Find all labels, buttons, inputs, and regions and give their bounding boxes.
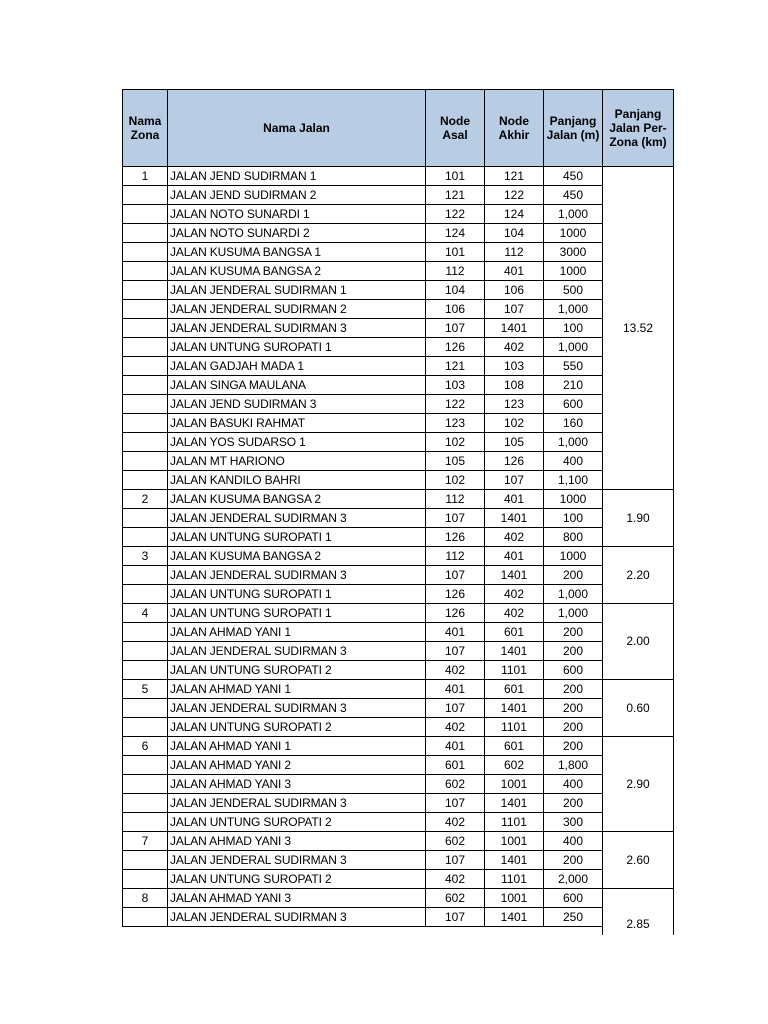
node-to-cell: 1101: [485, 870, 544, 889]
node-to-cell: 401: [485, 262, 544, 281]
node-from-cell: 105: [426, 452, 485, 471]
road-length-cell: 160: [544, 414, 603, 433]
table-row: [123, 281, 674, 300]
zone-number-cell: 6: [123, 737, 168, 756]
node-from-cell: 126: [426, 338, 485, 357]
road-length-cell: 800: [544, 528, 603, 547]
road-name-cell: JALAN UNTUNG SUROPATI 1: [168, 604, 426, 623]
zone-number-cell: [123, 794, 168, 813]
zone-number-cell: [123, 224, 168, 243]
node-from-cell: 601: [426, 756, 485, 775]
node-to-cell: 108: [485, 376, 544, 395]
road-name-cell: JALAN JEND SUDIRMAN 3: [168, 395, 426, 414]
node-from-cell: 602: [426, 832, 485, 851]
node-to-cell: 402: [485, 528, 544, 547]
road-name-cell: JALAN UNTUNG SUROPATI 2: [168, 718, 426, 737]
road-name-cell: JALAN JENDERAL SUDIRMAN 3: [168, 509, 426, 528]
road-length-cell: 200: [544, 566, 603, 585]
continuation-spacer: [123, 927, 603, 936]
road-length-cell: 200: [544, 851, 603, 870]
zone-number-cell: [123, 243, 168, 262]
road-name-cell: JALAN NOTO SUNARDI 2: [168, 224, 426, 243]
zone-number-cell: [123, 756, 168, 775]
road-name-cell: JALAN JENDERAL SUDIRMAN 1: [168, 281, 426, 300]
node-to-cell: 1001: [485, 889, 544, 908]
road-length-cell: 1000: [544, 547, 603, 566]
road-name-cell: JALAN YOS SUDARSO 1: [168, 433, 426, 452]
node-to-cell: 1001: [485, 775, 544, 794]
zone-number-cell: [123, 509, 168, 528]
table-row: [123, 908, 674, 927]
node-from-cell: 402: [426, 718, 485, 737]
zone-number-cell: [123, 376, 168, 395]
node-to-cell: 107: [485, 300, 544, 319]
zone-number-cell: [123, 414, 168, 433]
road-name-cell: JALAN AHMAD YANI 3: [168, 775, 426, 794]
road-name-cell: JALAN MT HARIONO: [168, 452, 426, 471]
road-name-cell: JALAN JENDERAL SUDIRMAN 3: [168, 794, 426, 813]
table-row: [123, 661, 674, 680]
table-row: [123, 889, 674, 908]
road-length-cell: 200: [544, 718, 603, 737]
table-row: [123, 585, 674, 604]
road-length-cell: 1,000: [544, 604, 603, 623]
road-length-cell: 200: [544, 737, 603, 756]
node-to-cell: 122: [485, 186, 544, 205]
zone-number-cell: [123, 262, 168, 281]
road-name-cell: JALAN KANDILO BAHRI: [168, 471, 426, 490]
header-road-name: Nama Jalan: [168, 90, 426, 167]
zone-number-cell: 3: [123, 547, 168, 566]
node-to-cell: 402: [485, 338, 544, 357]
zone-number-cell: [123, 186, 168, 205]
road-name-cell: JALAN AHMAD YANI 3: [168, 832, 426, 851]
zone-number-cell: [123, 718, 168, 737]
zone-number-cell: [123, 566, 168, 585]
node-to-cell: 1401: [485, 794, 544, 813]
table-row: [123, 528, 674, 547]
road-length-cell: 600: [544, 889, 603, 908]
table-row: [123, 794, 674, 813]
node-from-cell: 101: [426, 243, 485, 262]
node-from-cell: 121: [426, 357, 485, 376]
node-to-cell: 123: [485, 395, 544, 414]
road-length-cell: 2,000: [544, 870, 603, 889]
road-length-cell: 600: [544, 395, 603, 414]
zone-number-cell: [123, 642, 168, 661]
zone-number-cell: [123, 528, 168, 547]
zone-number-cell: [123, 300, 168, 319]
table-row: [123, 718, 674, 737]
road-length-cell: 100: [544, 509, 603, 528]
zone-number-cell: [123, 585, 168, 604]
node-to-cell: 402: [485, 604, 544, 623]
table-row: [123, 376, 674, 395]
zone-number-cell: [123, 319, 168, 338]
node-from-cell: 126: [426, 528, 485, 547]
zone-number-cell: 5: [123, 680, 168, 699]
table-row: [123, 604, 674, 623]
road-name-cell: JALAN JENDERAL SUDIRMAN 2: [168, 300, 426, 319]
table-row: [123, 870, 674, 889]
road-name-cell: JALAN KUSUMA BANGSA 2: [168, 262, 426, 281]
table-row: [123, 395, 674, 414]
node-to-cell: 1101: [485, 813, 544, 832]
node-to-cell: 1001: [485, 832, 544, 851]
table-row: [123, 832, 674, 851]
zone-total-cell: 2.90: [603, 737, 674, 832]
node-from-cell: 106: [426, 300, 485, 319]
road-length-cell: 250: [544, 908, 603, 927]
header-road-length: Panjang Jalan (m): [544, 90, 603, 167]
road-length-cell: 1000: [544, 490, 603, 509]
node-to-cell: 104: [485, 224, 544, 243]
node-to-cell: 112: [485, 243, 544, 262]
node-from-cell: 103: [426, 376, 485, 395]
table-row: [123, 851, 674, 870]
road-name-cell: JALAN NOTO SUNARDI 1: [168, 205, 426, 224]
road-length-cell: 200: [544, 794, 603, 813]
zone-number-cell: [123, 452, 168, 471]
table-row: [123, 262, 674, 281]
table-row: [123, 243, 674, 262]
zone-total-cell: 2.85: [603, 889, 674, 936]
zone-number-cell: [123, 357, 168, 376]
table-row: [123, 167, 674, 186]
road-name-cell: JALAN SINGA MAULANA: [168, 376, 426, 395]
table-header: [123, 90, 674, 167]
node-from-cell: 107: [426, 509, 485, 528]
node-from-cell: 402: [426, 661, 485, 680]
zone-number-cell: [123, 775, 168, 794]
node-from-cell: 104: [426, 281, 485, 300]
zone-number-cell: [123, 813, 168, 832]
zone-number-cell: [123, 281, 168, 300]
road-length-cell: 1,000: [544, 300, 603, 319]
node-from-cell: 121: [426, 186, 485, 205]
node-to-cell: 601: [485, 680, 544, 699]
table-row: [123, 452, 674, 471]
road-name-cell: JALAN JENDERAL SUDIRMAN 3: [168, 908, 426, 927]
node-from-cell: 101: [426, 167, 485, 186]
road-length-cell: 400: [544, 452, 603, 471]
road-name-cell: JALAN AHMAD YANI 2: [168, 756, 426, 775]
zone-number-cell: [123, 699, 168, 718]
road-length-cell: 450: [544, 186, 603, 205]
road-length-cell: 1,000: [544, 205, 603, 224]
zone-number-cell: [123, 205, 168, 224]
node-to-cell: 1401: [485, 319, 544, 338]
road-name-cell: JALAN BASUKI RAHMAT: [168, 414, 426, 433]
zone-number-cell: [123, 433, 168, 452]
table-body: [123, 167, 674, 936]
road-name-cell: JALAN KUSUMA BANGSA 1: [168, 243, 426, 262]
node-to-cell: 402: [485, 585, 544, 604]
road-name-cell: JALAN JENDERAL SUDIRMAN 3: [168, 319, 426, 338]
road-name-cell: JALAN JEND SUDIRMAN 1: [168, 167, 426, 186]
node-from-cell: 401: [426, 737, 485, 756]
table-row: [123, 509, 674, 528]
table-row: [123, 642, 674, 661]
zone-number-cell: [123, 623, 168, 642]
road-name-cell: JALAN UNTUNG SUROPATI 2: [168, 661, 426, 680]
node-from-cell: 107: [426, 699, 485, 718]
road-length-cell: 300: [544, 813, 603, 832]
node-to-cell: 1101: [485, 718, 544, 737]
node-from-cell: 602: [426, 889, 485, 908]
table-row: [123, 471, 674, 490]
node-to-cell: 1401: [485, 908, 544, 927]
table-row: [123, 547, 674, 566]
road-length-cell: 400: [544, 832, 603, 851]
header-row: [123, 90, 674, 167]
zone-total-cell: 1.90: [603, 490, 674, 547]
table-row: [123, 300, 674, 319]
road-name-cell: JALAN AHMAD YANI 1: [168, 680, 426, 699]
table-row: [123, 433, 674, 452]
road-length-cell: 1,800: [544, 756, 603, 775]
road-name-cell: JALAN GADJAH MADA 1: [168, 357, 426, 376]
road-name-cell: JALAN JENDERAL SUDIRMAN 3: [168, 566, 426, 585]
road-length-cell: 1,000: [544, 433, 603, 452]
road-length-cell: 550: [544, 357, 603, 376]
node-from-cell: 107: [426, 794, 485, 813]
node-to-cell: 124: [485, 205, 544, 224]
zone-number-cell: 8: [123, 889, 168, 908]
zone-total-cell: 2.00: [603, 604, 674, 680]
road-length-cell: 200: [544, 699, 603, 718]
zone-number-cell: [123, 661, 168, 680]
node-to-cell: 103: [485, 357, 544, 376]
node-from-cell: 102: [426, 471, 485, 490]
road-name-cell: JALAN JEND SUDIRMAN 2: [168, 186, 426, 205]
node-to-cell: 602: [485, 756, 544, 775]
header-zone-total: Panjang Jalan Per-Zona (km): [603, 90, 674, 167]
road-name-cell: JALAN UNTUNG SUROPATI 1: [168, 528, 426, 547]
zone-number-cell: 1: [123, 167, 168, 186]
road-name-cell: JALAN KUSUMA BANGSA 2: [168, 547, 426, 566]
table-row: [123, 414, 674, 433]
zone-total-cell: 2.20: [603, 547, 674, 604]
zone-total-cell: 2.60: [603, 832, 674, 889]
road-name-cell: JALAN JENDERAL SUDIRMAN 3: [168, 699, 426, 718]
table-row: [123, 775, 674, 794]
table-row: [123, 737, 674, 756]
road-length-cell: 3000: [544, 243, 603, 262]
zone-number-cell: [123, 870, 168, 889]
node-from-cell: 112: [426, 547, 485, 566]
road-table: [122, 89, 674, 935]
road-name-cell: JALAN AHMAD YANI 1: [168, 737, 426, 756]
node-from-cell: 126: [426, 585, 485, 604]
node-from-cell: 122: [426, 395, 485, 414]
node-to-cell: 1401: [485, 851, 544, 870]
node-to-cell: 126: [485, 452, 544, 471]
road-name-cell: JALAN UNTUNG SUROPATI 1: [168, 338, 426, 357]
node-to-cell: 1401: [485, 642, 544, 661]
road-length-cell: 400: [544, 775, 603, 794]
road-name-cell: JALAN UNTUNG SUROPATI 2: [168, 813, 426, 832]
road-length-cell: 100: [544, 319, 603, 338]
node-to-cell: 401: [485, 547, 544, 566]
road-length-cell: 200: [544, 680, 603, 699]
node-to-cell: 1401: [485, 566, 544, 585]
node-to-cell: 1101: [485, 661, 544, 680]
road-name-cell: JALAN JENDERAL SUDIRMAN 3: [168, 642, 426, 661]
zone-total-cell: 13.52: [603, 167, 674, 490]
node-to-cell: 601: [485, 737, 544, 756]
header-node-from: Node Asal: [426, 90, 485, 167]
node-to-cell: 601: [485, 623, 544, 642]
header-zone: Nama Zona: [123, 90, 168, 167]
table-row: [123, 566, 674, 585]
table-row: [123, 357, 674, 376]
zone-number-cell: [123, 471, 168, 490]
node-to-cell: 102: [485, 414, 544, 433]
table-row: [123, 813, 674, 832]
road-name-cell: JALAN AHMAD YANI 1: [168, 623, 426, 642]
node-from-cell: 602: [426, 775, 485, 794]
road-length-cell: 1000: [544, 262, 603, 281]
road-length-cell: 1,100: [544, 471, 603, 490]
road-length-cell: 1,000: [544, 338, 603, 357]
road-length-cell: 600: [544, 661, 603, 680]
road-length-cell: 500: [544, 281, 603, 300]
road-length-cell: 1,000: [544, 585, 603, 604]
node-from-cell: 123: [426, 414, 485, 433]
zone-number-cell: [123, 395, 168, 414]
table-row: [123, 756, 674, 775]
node-to-cell: 401: [485, 490, 544, 509]
table-row: [123, 338, 674, 357]
node-from-cell: 102: [426, 433, 485, 452]
node-to-cell: 1401: [485, 509, 544, 528]
road-name-cell: JALAN JENDERAL SUDIRMAN 3: [168, 851, 426, 870]
table-row: [123, 699, 674, 718]
zone-number-cell: [123, 908, 168, 927]
road-length-cell: 200: [544, 642, 603, 661]
node-from-cell: 107: [426, 908, 485, 927]
table-row: [123, 490, 674, 509]
zone-total-cell: 0.60: [603, 680, 674, 737]
zone-number-cell: 4: [123, 604, 168, 623]
node-from-cell: 107: [426, 319, 485, 338]
node-from-cell: 112: [426, 262, 485, 281]
node-from-cell: 126: [426, 604, 485, 623]
road-name-cell: JALAN AHMAD YANI 3: [168, 889, 426, 908]
node-to-cell: 1401: [485, 699, 544, 718]
road-length-cell: 200: [544, 623, 603, 642]
node-to-cell: 106: [485, 281, 544, 300]
node-from-cell: 107: [426, 851, 485, 870]
node-from-cell: 122: [426, 205, 485, 224]
node-to-cell: 107: [485, 471, 544, 490]
table-continuation-row: [123, 927, 674, 936]
table-row: [123, 319, 674, 338]
road-length-cell: 1000: [544, 224, 603, 243]
road-name-cell: JALAN UNTUNG SUROPATI 2: [168, 870, 426, 889]
node-from-cell: 401: [426, 680, 485, 699]
header-node-to: Node Akhir: [485, 90, 544, 167]
zone-number-cell: [123, 338, 168, 357]
node-from-cell: 112: [426, 490, 485, 509]
node-from-cell: 402: [426, 813, 485, 832]
table-row: [123, 186, 674, 205]
road-name-cell: JALAN UNTUNG SUROPATI 1: [168, 585, 426, 604]
road-name-cell: JALAN KUSUMA BANGSA 2: [168, 490, 426, 509]
table-row: [123, 623, 674, 642]
table-row: [123, 680, 674, 699]
table-row: [123, 205, 674, 224]
road-length-cell: 210: [544, 376, 603, 395]
zone-number-cell: [123, 851, 168, 870]
node-from-cell: 107: [426, 642, 485, 661]
table-row: [123, 224, 674, 243]
zone-number-cell: 2: [123, 490, 168, 509]
node-from-cell: 124: [426, 224, 485, 243]
node-from-cell: 401: [426, 623, 485, 642]
node-to-cell: 121: [485, 167, 544, 186]
node-from-cell: 107: [426, 566, 485, 585]
node-to-cell: 105: [485, 433, 544, 452]
road-length-cell: 450: [544, 167, 603, 186]
node-from-cell: 402: [426, 870, 485, 889]
zone-number-cell: 7: [123, 832, 168, 851]
